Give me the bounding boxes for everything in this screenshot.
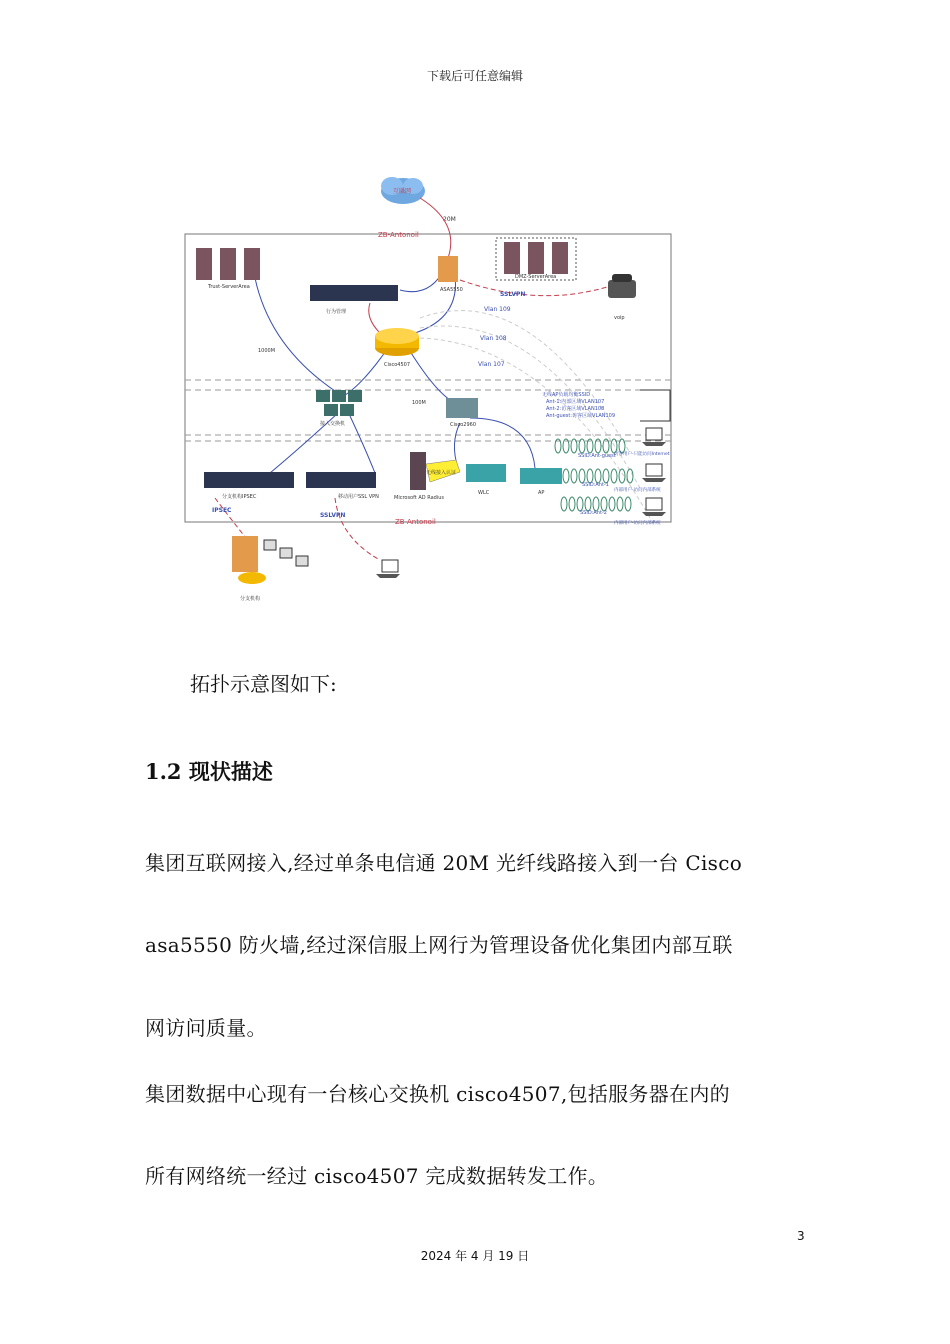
ipsec-device-label: 分支机构IPSEC: [222, 494, 257, 500]
firewall-label: ASA5550: [440, 287, 463, 293]
paragraph-line: 集团数据中心现有一台核心交换机 cisco4507,包括服务器在内的: [145, 1082, 730, 1106]
link-behavior-core: [369, 303, 380, 333]
cisco2960-label: Cisco2960: [450, 422, 477, 428]
network-topology-figure: [160, 168, 700, 608]
laptop-icon: [376, 560, 400, 578]
behavior-mgmt-label: 行为管理: [326, 309, 347, 315]
ssid-ant2-label: SSID:Ant-2: [580, 510, 607, 516]
ap-device-icon: [520, 468, 562, 484]
ssid-ant1-label: SSID:Ant-1: [582, 482, 609, 488]
cloud-label: 互联网: [393, 188, 412, 195]
section-heading: 1.2 现状描述: [145, 759, 273, 784]
ap-bracket: [640, 390, 670, 421]
branch-router-icon: [238, 572, 266, 584]
branch-firewall-icon: [232, 536, 258, 572]
sslvpn-bottom-label: SSLVPN: [320, 512, 346, 519]
sslvpn-device-icon: [306, 472, 376, 488]
link-firewall-voip: [460, 280, 610, 296]
dmz-server-icons: [504, 242, 568, 274]
client-ant2-label: 内部用户-访问内部系统: [614, 521, 661, 526]
link-2960-ap: [470, 418, 535, 468]
link-1000m-label: 1000M: [258, 348, 276, 354]
access-switch-cluster-icon: [316, 390, 362, 416]
ssid-guest-label: SSID:Ant-guest: [578, 453, 616, 459]
paragraph-line: 网访问质量。: [145, 1016, 267, 1040]
link-100m-label: 100M: [412, 400, 426, 406]
ipsec-label: IPSEC: [212, 507, 232, 514]
voip-label: voip: [614, 315, 625, 321]
core-router-icon: [375, 328, 419, 356]
client-ant1-label: 内部用户-访问内部系统: [614, 488, 661, 493]
vlan-arc: [420, 311, 630, 453]
laptop-icon: [642, 428, 666, 446]
laptop-icon: [642, 498, 666, 516]
zone-bottom-label: ZB-Antonoil: [395, 518, 436, 526]
ap-note-2: Ant-1:内部区域VLAN107: [546, 399, 605, 405]
header-note: 下载后可任意编辑: [426, 69, 523, 83]
trust-server-icons: [196, 248, 260, 280]
voip-phone-icon: [608, 274, 636, 298]
cisco2960-switch-icon: [446, 398, 478, 418]
link-firewall-core: [415, 276, 456, 333]
trust-servers-label: Trust-ServerArea: [208, 284, 250, 290]
ap-note-4: Ant-guest:访客区域VLAN109: [546, 413, 616, 419]
firewall-icon: [438, 256, 458, 282]
link-sslvpn-laptop: [335, 498, 380, 560]
ap-note-3: Ant-2:访客区域VLAN108: [546, 406, 605, 412]
link-internet-firewall: [420, 198, 451, 258]
ad-radius-server-icon: [410, 452, 426, 490]
figure-caption: 拓扑示意图如下:: [190, 672, 337, 696]
paragraph-line: 所有网络统一经过 cisco4507 完成数据转发工作。: [145, 1164, 609, 1188]
client-guest-label: 访客用户-只能访问Internet: [614, 452, 670, 457]
wlc-label: WLC: [478, 490, 490, 496]
access-switches-label: 接入交换机: [320, 421, 346, 427]
sslvpn-top-label: SSLVPN: [500, 291, 526, 298]
wireless-signal-icon: [563, 469, 633, 483]
wireless-signal-icon: [561, 497, 631, 511]
ipsec-device-icon: [204, 472, 294, 488]
sslvpn-device-label: 移动用户SSL VPN: [338, 494, 379, 500]
vlan108-label: Vlan 108: [480, 335, 507, 342]
branch-label: 分支机构: [240, 596, 261, 602]
footer-date: 2024 年 4 月 19 日: [420, 1249, 530, 1263]
link-access-sslvpn: [350, 416, 375, 473]
paragraph-line: asa5550 防火墙,经过深信服上网行为管理设备优化集团内部互联: [145, 933, 733, 957]
wlc-device-icon: [466, 464, 506, 482]
paragraph-line: 集团互联网接入,经过单条电信通 20M 光纤线路接入到一台 Cisco: [145, 851, 743, 875]
zone-top-label: ZB-Antonoil: [378, 231, 419, 239]
vlan107-label: Vlan 107: [478, 361, 505, 368]
laptop-icon: [642, 464, 666, 482]
page-number: 3: [797, 1229, 805, 1243]
vlan109-label: Vlan 109: [484, 306, 511, 313]
ap-note-1: 无线AP负载均衡SSID: [542, 392, 591, 398]
dmz-servers-label: DMZ-ServerArea: [515, 274, 557, 280]
core-switch-label: Cisco4507: [384, 362, 411, 368]
ad-radius-label: Microsoft AD Radius: [394, 495, 444, 501]
topology-diagram: [160, 168, 700, 608]
behavior-mgmt-device-icon: [310, 285, 398, 301]
bandwidth-label: 20M: [443, 216, 456, 223]
auth-label: 无线接入认证: [426, 470, 457, 476]
ap-label: AP: [538, 490, 545, 496]
branch-pc-icons: [264, 540, 308, 566]
